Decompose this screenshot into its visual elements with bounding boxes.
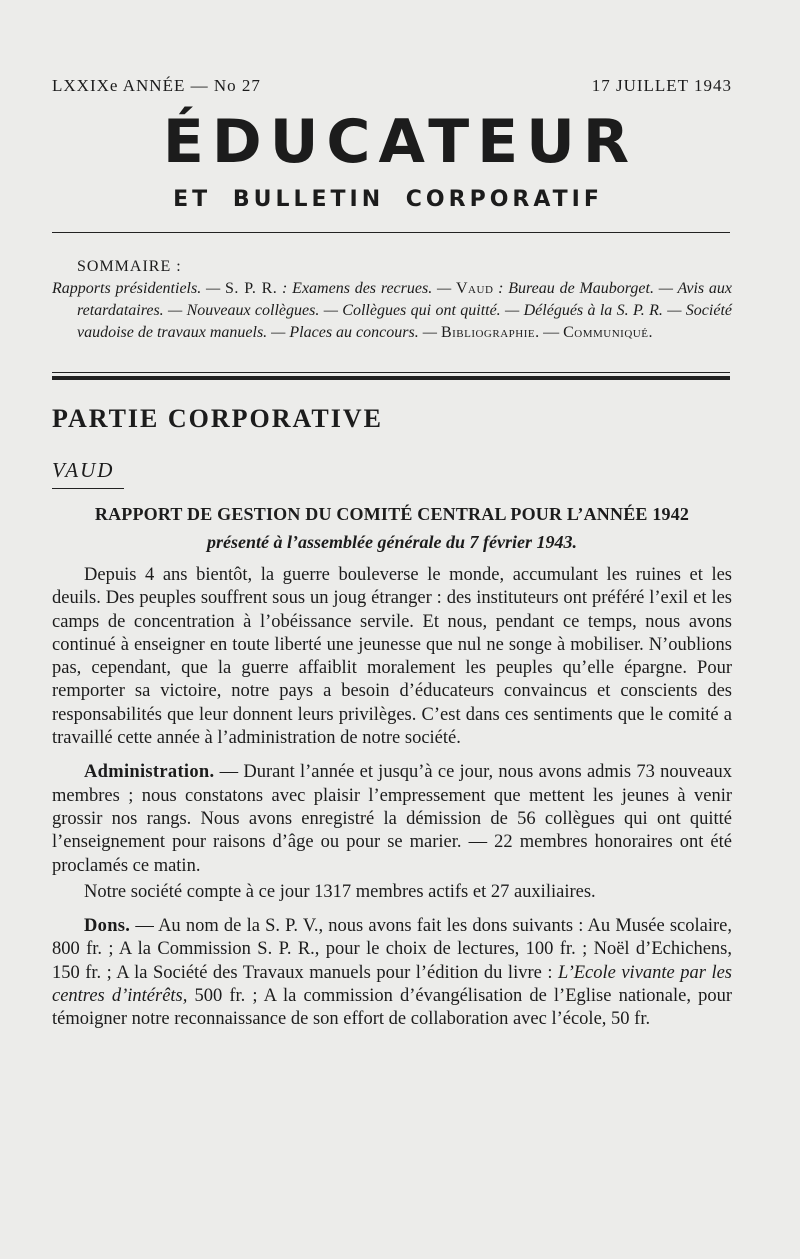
masthead-subtitle: ET BULLETIN CORPORATIF	[173, 187, 603, 212]
summary-separator: —	[201, 280, 226, 297]
dons-text-b: 500 fr. ; A la commission d’évangélisation de l’Eglise nationale, pour témoigner notre reconnaissance de son effort de collaboration avec l’école, 50 fr.	[52, 986, 733, 1030]
summary-item-sc: S. P. R.	[225, 280, 278, 297]
report-title: RAPPORT DE GESTION DU COMITÉ CENTRAL POUR L’ANNÉE 1942	[94, 504, 690, 524]
top-divider	[52, 232, 730, 233]
summary-item-sc: Vaud	[456, 280, 494, 297]
summary-item-sc: Bibliographie	[440, 324, 536, 341]
region-heading: VAUD	[52, 458, 115, 482]
issue-line	[52, 76, 732, 96]
report-subtitle: présenté à l’assemblée générale du 7 février 1943.	[207, 532, 577, 552]
section-title: PARTIE CORPORATIVE	[52, 404, 383, 433]
report-body	[52, 564, 732, 1032]
paragraph-members: Notre société compte à ce jour 1317 membres actifs et 27 auxiliaires.	[84, 881, 596, 902]
summary-end: .	[648, 324, 653, 341]
summary	[52, 256, 732, 344]
summary-item: Rapports présidentiels.	[52, 280, 202, 297]
issue-date: 17 JUILLET 1943	[591, 76, 732, 95]
paragraph-intro: Depuis 4 ans bientôt, la guerre bouleverse le monde, accumulant les ruines et les deuils. Des peuples souffrent sous un joug étranger : des instituteurs ont préféré l’exil et les camps de concentration à l’obéissance servile. Et nous, pendant ce temps, nous avons continué à enseigner en toute liberté une jeunesse que nul ne songe à mobiliser. N’oublions pas, cependant, que la guerre affaiblit moralement les peuples qu’elle épargne. Pour remporter sa victoire, notre pays a besoin d’éducateurs convaincus et conscients des responsabilités que leur donnent leurs privilèges. C’est dans ces sentiments que le comité a travaillé cette année à l’administration de notre société.	[52, 565, 732, 749]
administration-text: — Durant l’année et jusqu’à ce jour, nous avons admis 73 nouveaux membres ; nous constatons avec plaisir l’empressement que mettent les jeunes à venir grossir nos rangs. Nous avons enregistré la démission de 56 collègues qui ont quitté l’enseignement pour raisons d’âge ou pour se marier. — 22 membres honoraires ont été proclamés ce matin.	[52, 762, 732, 876]
paragraph-dons	[52, 915, 732, 1031]
summary-separator: . —	[535, 324, 564, 341]
dons-heading: Dons.	[84, 916, 131, 937]
masthead-title: ÉDUCATEUR	[162, 107, 638, 177]
dons-book-title: L’Ecole vivante par les centres d’intérêts,	[52, 962, 732, 1007]
summary-body	[52, 278, 732, 344]
summary-item: : Bureau de Mauborget. — Avis aux retardataires. — Nouveaux collègues. — Collègues qui ont quitté. — Délégués à la S. P. R. — Société vaudoise de travaux manuels. — Places au concours. —	[77, 280, 733, 341]
summary-item-sc: Communiqué	[563, 324, 649, 341]
region-underline	[52, 488, 124, 489]
summary-item: : Examens des recrues. —	[277, 280, 456, 297]
dons-text-a: — Au nom de la S. P. V., nous avons fait les dons suivants : Au Musée scolaire, 800 fr. ; A la Commission S. P. R., pour le choix de lectures, 100 fr. ; Noël d’Echichens, 150 fr. ; A la Société des Travaux manuels pour l’édition du livre :	[52, 916, 732, 983]
paragraph-administration	[52, 761, 732, 877]
issue-number: LXXIXe ANNÉE — No 27	[52, 76, 261, 95]
summary-label: SOMMAIRE :	[77, 258, 182, 275]
double-divider-thin	[52, 372, 730, 373]
administration-heading: Administration.	[84, 762, 215, 783]
double-divider-thick	[52, 376, 730, 380]
